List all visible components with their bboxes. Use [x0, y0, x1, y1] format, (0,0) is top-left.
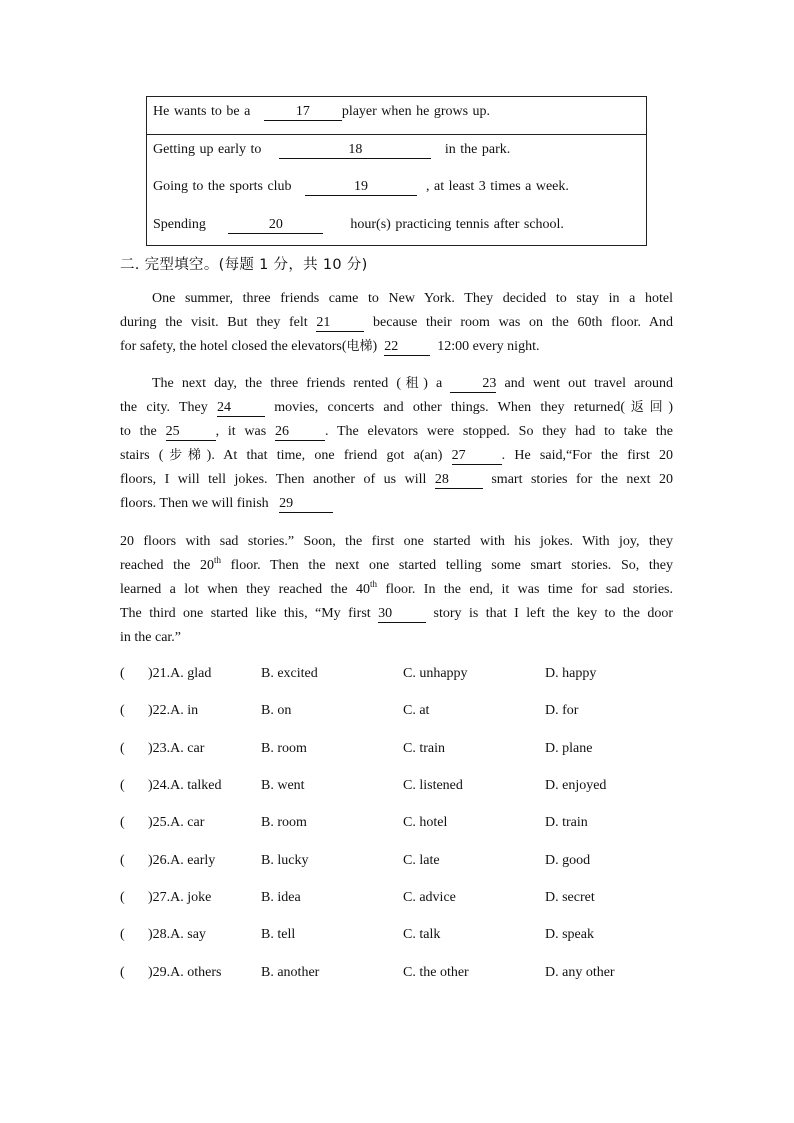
table-row	[147, 97, 646, 135]
blank-27[interactable]: 27	[452, 449, 502, 465]
blank-22[interactable]: 22	[384, 340, 430, 356]
section-heading: 二. 完型填空。(每题 1 分，共 10 分)	[120, 257, 368, 273]
blank-29[interactable]: 29	[279, 497, 333, 513]
option-b: B. excited	[261, 666, 318, 681]
option-c: C. at	[403, 703, 430, 718]
option-row	[120, 666, 680, 686]
passage-line: The third one started like this, “My first 30 story is that I left the key to the door	[120, 606, 674, 621]
option-d: D. happy	[545, 666, 597, 681]
passage-line: One summer, three friends came to New York. They decided to stay in a hotel	[152, 291, 673, 306]
row-text: He wants to be a	[153, 104, 251, 119]
answer-paren[interactable]: (	[120, 778, 125, 793]
option-b: B. on	[261, 703, 292, 718]
table-row	[153, 217, 564, 234]
option-b: B. idea	[261, 890, 301, 905]
answer-paren[interactable]: (	[120, 853, 125, 868]
option-c: C. hotel	[403, 815, 448, 830]
blank-25[interactable]: 25	[166, 425, 216, 441]
table-row	[153, 142, 510, 159]
row-text: Going to the sports club	[153, 179, 292, 194]
option-row	[120, 927, 680, 947]
option-a: )28.A. say	[148, 927, 206, 942]
passage-line: The next day, the three friends rented (租) a 23 and went out travel around	[152, 376, 673, 391]
option-d: D. speak	[545, 927, 594, 942]
option-c: C. train	[403, 741, 445, 756]
option-c: C. talk	[403, 927, 441, 942]
blank-28[interactable]: 28	[435, 473, 483, 489]
row-text: in the park.	[444, 142, 511, 157]
option-d: D. secret	[545, 890, 595, 905]
blank-24[interactable]: 24	[217, 401, 265, 417]
answer-paren[interactable]: (	[120, 666, 125, 681]
passage-paragraph-1	[120, 287, 673, 359]
passage-paragraph-2	[120, 372, 673, 516]
option-a: )25.A. car	[148, 815, 205, 830]
row-text: , at least 3 times a week.	[426, 179, 569, 194]
option-b: B. lucky	[261, 853, 309, 868]
option-d: D. plane	[545, 741, 593, 756]
option-b: B. tell	[261, 927, 296, 942]
answer-paren[interactable]: (	[120, 927, 125, 942]
table-row-text	[153, 104, 490, 121]
answer-paren[interactable]: (	[120, 965, 125, 980]
option-b: B. another	[261, 965, 320, 980]
option-b: B. room	[261, 815, 307, 830]
passage-line: floors. Then we will finish 29	[120, 492, 673, 516]
option-c: C. advice	[403, 890, 456, 905]
option-row	[120, 890, 680, 910]
option-a: )27.A. joke	[148, 890, 212, 905]
row-text: player when he grows up.	[341, 104, 491, 119]
answer-paren[interactable]: (	[120, 703, 125, 718]
row-text: hour(s) practicing tennis after school.	[350, 217, 564, 232]
option-row	[120, 815, 680, 835]
option-c: C. unhappy	[403, 666, 468, 681]
passage-line: to the 25 , it was 26 . The elevators were stopped. So they had to take the	[120, 424, 673, 439]
blank-18[interactable]: 18	[279, 143, 431, 159]
blank-20[interactable]: 20	[228, 218, 323, 234]
option-a: )29.A. others	[148, 965, 222, 980]
passage-line: during the visit. But they felt 21 because their room was on the 60th floor. And	[120, 315, 674, 330]
blank-30[interactable]: 30	[378, 607, 426, 623]
passage-line: for safety, the hotel closed the elevators(电梯) 22 12:00 every night.	[120, 339, 540, 354]
option-row	[120, 741, 680, 761]
option-row	[120, 703, 680, 723]
passage-line: learned a lot when they reached the 40th floor. In the end, it was time for sad stories.	[120, 579, 673, 597]
option-b: B. room	[261, 741, 307, 756]
row-text: Spending	[153, 217, 206, 232]
option-d: D. enjoyed	[545, 778, 607, 793]
option-a: )26.A. early	[148, 853, 216, 868]
option-a: )24.A. talked	[148, 778, 222, 793]
option-d: D. for	[545, 703, 579, 718]
blank-19[interactable]: 19	[305, 180, 417, 196]
option-row	[120, 778, 680, 798]
info-table	[146, 96, 647, 246]
passage-line: reached the 20th floor. Then the next one started telling some smart stories. So, they	[120, 555, 674, 573]
blank-17[interactable]: 17	[264, 105, 342, 121]
option-a: )22.A. in	[148, 703, 199, 718]
row-text: Getting up early to	[153, 142, 262, 157]
blank-26[interactable]: 26	[275, 425, 325, 441]
option-a: )21.A. glad	[148, 666, 212, 681]
passage-line: floors, I will tell jokes. Then another of us will 28 smart stories for the next 20	[120, 472, 674, 487]
table-row	[153, 179, 569, 196]
blank-21[interactable]: 21	[316, 316, 364, 332]
option-d: D. train	[545, 815, 588, 830]
passage-line: 20 floors with sad stories.” Soon, the first one started with his jokes. With joy, they	[120, 534, 673, 549]
answer-paren[interactable]: (	[120, 815, 125, 830]
option-b: B. went	[261, 778, 305, 793]
option-a: )23.A. car	[148, 741, 205, 756]
option-d: D. good	[545, 853, 591, 868]
option-row	[120, 853, 680, 873]
option-d: D. any other	[545, 965, 615, 980]
option-c: C. the other	[403, 965, 469, 980]
passage-line: the city. They 24 movies, concerts and other things. When they returned(返回)	[120, 400, 674, 415]
passage-line: stairs (步梯). At that time, one friend got a(an) 27 . He said,“For the first 20	[120, 448, 673, 463]
passage-line: in the car.”	[120, 630, 182, 645]
option-c: C. listened	[403, 778, 463, 793]
option-row	[120, 965, 680, 985]
blank-23[interactable]: 23	[450, 377, 496, 393]
option-c: C. late	[403, 853, 440, 868]
passage-paragraph-3	[120, 530, 673, 650]
answer-paren[interactable]: (	[120, 741, 125, 756]
answer-paren[interactable]: (	[120, 890, 125, 905]
